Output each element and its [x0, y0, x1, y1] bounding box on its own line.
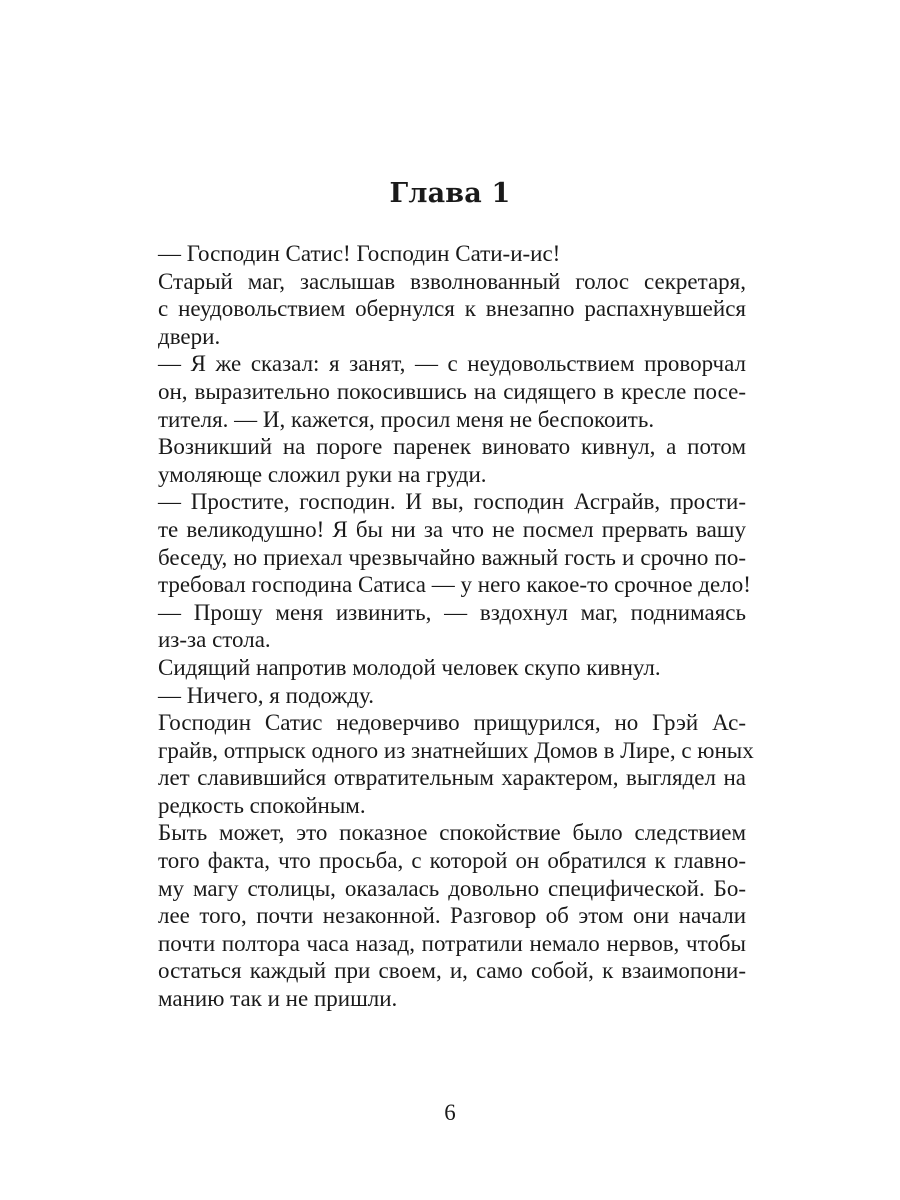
text-line: из-за стола.	[158, 627, 271, 653]
text-line: двери.	[158, 323, 221, 349]
text-line: — Я же сказал: я занят, — с неудовольствием проворчал	[158, 351, 746, 377]
text-line: — Господин Сатис! Господин Сати-и-ис!	[158, 241, 561, 266]
text-line: грайв, отпрыск одного из знатнейших Домов в Лире, с юных	[158, 737, 754, 763]
chapter-title: Глава 1	[389, 178, 511, 209]
text-line: того факта, что просьба, с которой он обратился к главно-	[158, 848, 746, 874]
body-text	[158, 240, 754, 1013]
text-line: — Прошу меня извинить, — вздохнул маг, поднимаясь	[158, 599, 746, 625]
text-line: Возникший на пороге паренек виновато кивнул, а потом	[158, 434, 746, 460]
text-line: — Простите, господин. И вы, господин Асграйв, прости-	[158, 489, 746, 515]
text-line: те великодушно! Я бы ни за что не посмел прервать вашу	[158, 516, 746, 542]
text-line: редкость спокойным.	[158, 792, 366, 818]
text-line: требовал господина Сатиса — у него какое-то срочное дело!	[158, 572, 751, 598]
text-line: манию так и не пришли.	[158, 986, 398, 1012]
text-line: му магу столицы, оказалась довольно специфической. Бо-	[158, 875, 746, 901]
text-line: Быть может, это показное спокойствие было следствием	[158, 820, 746, 846]
text-line: умоляюще сложил руки на груди.	[158, 461, 487, 487]
text-line: он, выразительно покосившись на сидящего в кресле посе-	[158, 378, 746, 404]
text-line: беседу, но приехал чрезвычайно важный гость и срочно по-	[158, 544, 746, 570]
page-number: 6	[444, 1100, 456, 1125]
text-line: лет славившийся отвратительным характером, выглядел на	[158, 765, 746, 791]
text-line: — Ничего, я подожду.	[158, 682, 374, 708]
text-line: Старый маг, заслышав взволнованный голос секретаря,	[158, 268, 746, 294]
text-line: с неудовольствием обернулся к внезапно распахнувшейся	[158, 296, 746, 322]
text-line: Сидящий напротив молодой человек скупо кивнул.	[158, 654, 661, 680]
text-line: почти полтора часа назад, потратили немало нервов, чтобы	[158, 930, 746, 956]
text-line: лее того, почти незаконной. Разговор об этом они начали	[158, 903, 746, 929]
text-line: остаться каждый при своем, и, само собой, к взаимопони-	[158, 958, 746, 984]
text-line: тителя. — И, кажется, просил меня не беспокоить.	[158, 406, 655, 432]
text-line: Господин Сатис недоверчиво прищурился, но Грэй Ас-	[158, 710, 746, 736]
